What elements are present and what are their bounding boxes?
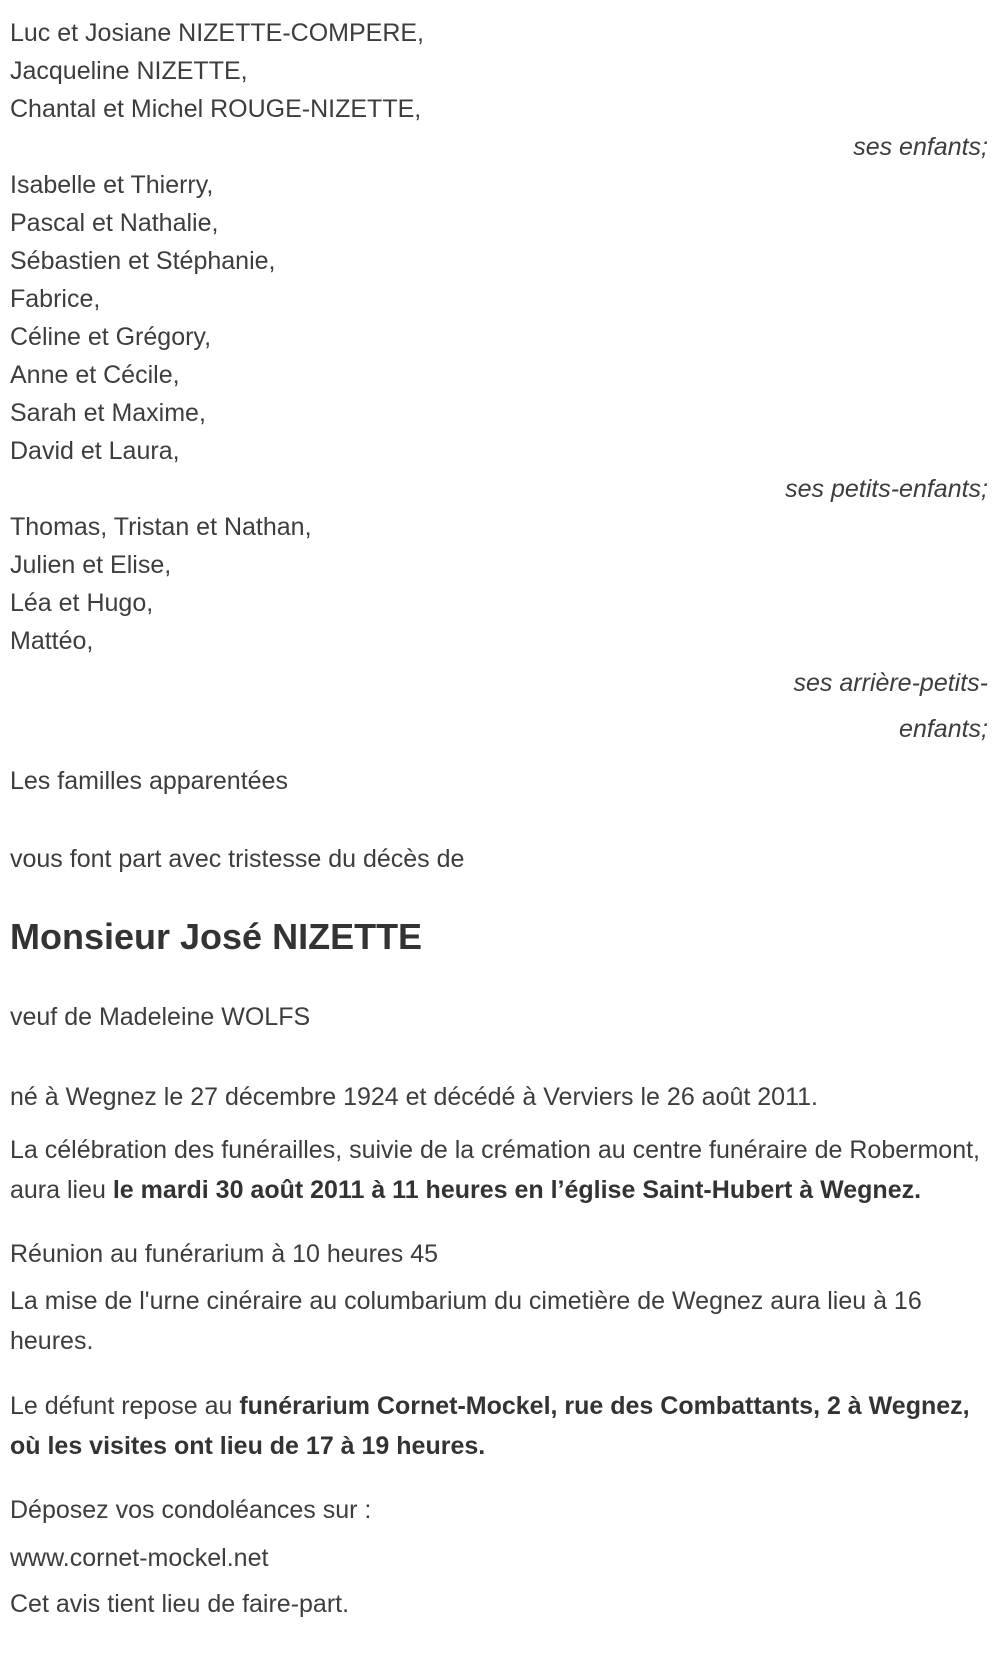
grandchildren-section — [10, 166, 988, 508]
urn-columbarium-paragraph: La mise de l'urne cinéraire au columbarium du cimetière de Wegnez aura lieu à 16 heures. — [10, 1287, 922, 1355]
related-families-line: Les familles apparentées — [10, 767, 288, 795]
repose-text-bold: funérarium Cornet-Mockel, rue des Combattants, 2 à Wegnez, où les visites ont lieu de 17 à 19 heures. — [10, 1392, 970, 1460]
grandchild-name-line: David et Laura, — [10, 437, 180, 465]
condolences-website-link[interactable]: www.cornet-mockel.net — [10, 1544, 269, 1572]
child-name-line: Luc et Josiane NIZETTE-COMPERE, — [10, 19, 425, 47]
grandchild-name-line: Anne et Cécile, — [10, 361, 180, 389]
funeral-ceremony-paragraph — [10, 1130, 988, 1210]
announcement-intro-line: vous font part avec tristesse du décès de — [10, 845, 465, 873]
repose-paragraph — [10, 1386, 988, 1466]
great-grandchildren-section — [10, 508, 988, 752]
great-grandchild-name-line: Léa et Hugo, — [10, 589, 154, 617]
child-name-line: Jacqueline NIZETTE, — [10, 57, 248, 85]
repose-text-regular: Le défunt repose au — [10, 1392, 240, 1420]
birth-death-line: né à Wegnez le 27 décembre 1924 et décédé à Verviers le 26 août 2011. — [10, 1083, 818, 1111]
grandchild-name-line: Sarah et Maxime, — [10, 399, 206, 427]
condolences-line: Déposez vos condoléances sur : — [10, 1496, 372, 1524]
grandchild-name-line: Céline et Grégory, — [10, 323, 212, 351]
children-section — [10, 14, 988, 166]
great-grandchild-name-line: Mattéo, — [10, 627, 94, 655]
child-name-line: Chantal et Michel ROUGE-NIZETTE, — [10, 95, 422, 123]
deceased-name-title: Monsieur José NIZETTE — [10, 916, 423, 957]
great-grandchild-name-line: Julien et Elise, — [10, 551, 172, 579]
grandchild-name-line: Isabelle et Thierry, — [10, 171, 214, 199]
funeral-text-regular: La célébration des funérailles, suivie de la crémation au centre funéraire de Robermont, aura lieu — [10, 1136, 980, 1204]
funerarium-meeting-line: Réunion au funérarium à 10 heures 45 — [10, 1240, 439, 1268]
great-grandchild-name-line: Thomas, Tristan et Nathan, — [10, 513, 312, 541]
grandchild-name-line: Fabrice, — [10, 285, 101, 313]
faire-part-notice-line: Cet avis tient lieu de faire-part. — [10, 1590, 350, 1618]
children-label: ses enfants; — [853, 133, 988, 161]
grandchild-name-line: Sébastien et Stéphanie, — [10, 247, 276, 275]
great-grandchildren-label: ses arrière-petits-enfants; — [793, 669, 988, 743]
grandchild-name-line: Pascal et Nathalie, — [10, 209, 219, 237]
grandchildren-label: ses petits-enfants; — [785, 475, 988, 503]
widower-line: veuf de Madeleine WOLFS — [10, 1003, 311, 1031]
funeral-text-bold: le mardi 30 août 2011 à 11 heures en l’église Saint-Hubert à Wegnez. — [112, 1176, 922, 1204]
